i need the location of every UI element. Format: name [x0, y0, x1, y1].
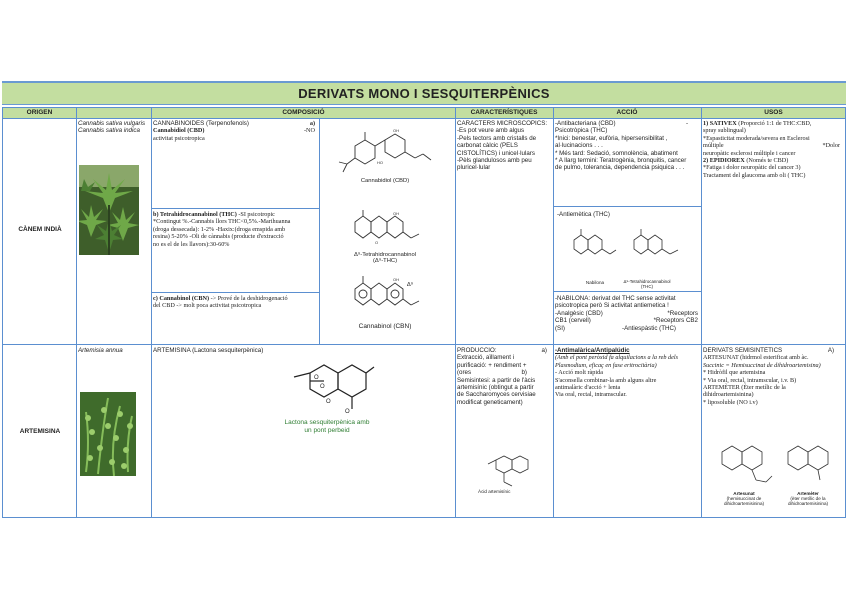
grid-line	[455, 107, 456, 518]
usos-line: * Via oral, rectal, intramscular, i.v. B)	[703, 376, 797, 384]
cbd-name: Cannabidiol (CBD)	[153, 127, 205, 135]
artesunat-caption	[718, 491, 770, 506]
caract-line: a)	[541, 347, 547, 354]
header-origen-2	[77, 108, 152, 118]
caract-line: CARÀCTERS MICROSCÒPICS:	[457, 120, 548, 127]
artemeter-caption	[780, 491, 836, 506]
cbd-activity: activitat psicotropica	[153, 134, 205, 142]
page-title-text: DERIVATS MONO I SESQUITERPÈNICS	[298, 86, 550, 101]
accio-line: S'aconsella combinar-la amb alguns altre	[555, 376, 657, 384]
grid-line	[152, 292, 319, 293]
caract-line: artemisínic (obtingut a partir	[457, 384, 534, 392]
usos-line: DERIVATS SEMISINTÈTICS	[703, 347, 783, 354]
comp-cannabinoides: CANNABINOIDES (Terpenofenols)	[153, 120, 249, 127]
header-accio: ACCIÓ	[553, 108, 701, 118]
grid-line	[151, 107, 152, 518]
artemisinin-caption-2: un pont perbeid	[304, 426, 350, 434]
usos-line: *Espasticitat moderada/severa en Esclerosi	[703, 134, 810, 142]
artesunat-caption-sub: (hemisuccinat de dihidroartemisinina)	[723, 496, 765, 506]
accio-antiemetica: -Antiemètica (THC)	[557, 211, 610, 218]
epidiorex-label: 2) EPIDIOREX	[703, 157, 745, 165]
usos-artemisina	[703, 347, 844, 406]
accio-dash: -	[685, 120, 688, 127]
accio-canem-bottom	[555, 295, 700, 332]
thc-line: no es el de les llavors):30-60%	[153, 240, 230, 248]
origen-canem	[78, 120, 152, 135]
cbn-structure-image	[345, 273, 425, 321]
svg-text:O: O	[314, 375, 319, 381]
usos-line: Tractament del glaucoma amb oli ( THC)	[703, 171, 806, 179]
caract-line: (ores	[457, 369, 472, 377]
caract-line: PRODUCCIÓ:	[457, 347, 497, 354]
usos-line: A)	[827, 347, 834, 354]
svg-text:O: O	[345, 409, 350, 415]
thc-rest: -SI psicotropic	[236, 211, 275, 218]
thc-line: (droga dessecada): 1-2% -Haxix:(droga emspida amb	[153, 225, 286, 233]
origen-line: Cannabis sativa vulgaris	[78, 120, 146, 127]
usos-line: múltiple	[703, 142, 724, 150]
thc-caption-2: (Δ⁹-THC)	[372, 258, 398, 265]
usos-line: * Hidròfil que artemisina	[703, 369, 766, 377]
grid-line	[553, 206, 701, 207]
accio-line: * A llarg termini: Teratrogènia, bronquitis, cancer	[555, 157, 687, 165]
usos-canem	[703, 120, 844, 179]
accio-line: *Inici: benestar, eufòria, hipersensibilitat ,	[555, 134, 668, 142]
comp-letter-a: a)	[309, 120, 315, 127]
cbd-structure-image	[335, 128, 435, 176]
delta-label: Δ⁹	[406, 282, 414, 288]
caract-line: modificat geneticament)	[457, 398, 523, 406]
grid-line	[76, 107, 77, 518]
caract-line: CISTOLÍTICS) i unicel·lulars	[457, 149, 535, 157]
usos-line: dihidroartemisinina)	[703, 391, 754, 399]
thc-caption	[340, 252, 430, 265]
cannabis-plant-image	[79, 165, 139, 255]
header-caracteristiques: CARACTERÍSTIQUES	[455, 108, 553, 118]
thc-title: b) Tetrahidrocannabinol (THC)	[153, 211, 237, 218]
row-label-artemisina: ARTEMISINA	[19, 428, 61, 435]
accio-line: Plasmodium, eficaç en fase eritrocitària)	[555, 361, 657, 369]
grid-line	[2, 118, 846, 119]
accio-line: * Més tard: Sedació, somnolència, abatiment	[555, 149, 678, 157]
usos-line: spray sublingual)	[703, 127, 746, 135]
caract-line: purificació: + rendiment +	[457, 361, 527, 369]
caract-line: Semisintesi: a partir de l'àcis	[457, 376, 536, 384]
cbn-title: c) Cannabinol (CBN)	[153, 295, 210, 302]
artesunat-caption-title: Artesunat	[733, 491, 755, 496]
header-composicio: COMPOSICIÓ	[152, 108, 455, 118]
caract-line: -Pèls glandulosos amb peu	[457, 157, 532, 165]
usos-line: (Només te CBD)	[744, 157, 789, 165]
accio-line: *Receptors	[667, 309, 698, 317]
grid-line	[553, 291, 701, 292]
artemisinin-structure-image	[290, 355, 380, 415]
artesunat-artemeter-structures-image	[710, 438, 840, 492]
thc-line: *Contingut %.-Cannabis llors THC<0,5%.-Marihuanna	[153, 218, 291, 226]
cbn-line: del CBD -> molt poca activitat psicotropica	[153, 302, 262, 310]
page-title	[2, 81, 846, 105]
origen-artemisina: Artemisia annua	[78, 347, 123, 354]
accio-line: - Acció molt ràpida	[555, 369, 603, 377]
nabilona-thc-structures-image	[566, 226, 686, 276]
comp-artemisina: ARTEMISINA (Lactona sesquiterpènica)	[153, 347, 264, 354]
svg-text:OH: OH	[393, 277, 399, 282]
accio-line: Via oral, rectal, intramscular.	[555, 391, 627, 399]
usos-line: ARTESUNAT (hidrmol esterificat amb àc.	[703, 354, 809, 362]
svg-text:O: O	[320, 384, 325, 390]
comp-thc	[153, 211, 318, 248]
usos-line: ARTEMÈTER (Èter metílic de la	[703, 384, 786, 392]
accio-line: (SI)	[555, 324, 565, 332]
accio-line: -Analgèsic (CBD)	[555, 309, 603, 317]
grid-line	[2, 344, 846, 345]
artemisinic-acid-image	[478, 452, 538, 492]
accio-line: antimalàric d'acció + lenta	[555, 384, 621, 392]
origen-line: Cannabis sativa indica	[78, 127, 140, 135]
accio-line: Psicotròpica (THC)	[555, 127, 608, 135]
caract-line: Extracció, aïllament i	[457, 354, 515, 362]
caract-artemisina	[457, 347, 551, 406]
artemisinin-caption	[262, 419, 392, 434]
thc-structure-image	[345, 210, 425, 252]
accio-line: (Amb el pont peròxid fa alquilacions a la reb dels	[555, 354, 678, 362]
thc-caption-1: Δ⁹-Tetrahidrocannabinol	[353, 252, 417, 258]
caract-line: -Es pot veure amb algus	[457, 127, 525, 135]
accio-line: -Antibacteriana (CBD)	[555, 120, 616, 127]
usos-line: Succinic = Hemisuccinat de dihidroartemisina)	[703, 361, 821, 369]
caract-line: carbonat càlcic (PELS	[457, 142, 518, 150]
cbn-caption: Cannabinol (CBN)	[358, 323, 412, 330]
nabilona-caption: Nabilona	[585, 280, 605, 285]
cbn-rest: -> Prové de la deshidrogenació	[209, 295, 288, 302]
cbd-no: -NO	[304, 127, 315, 135]
usos-line: neuropàtic esclerosi múltiple i cancer	[703, 149, 796, 157]
grid-line	[319, 118, 320, 344]
svg-text:OH: OH	[393, 128, 399, 133]
grid-line	[845, 107, 846, 518]
accio-line: -NABILONA: derivat del THC sense activitat	[555, 295, 676, 302]
header-origen: ORIGEN	[2, 108, 77, 118]
grid-line	[152, 208, 319, 209]
accio-artemisina	[555, 347, 700, 399]
accio-canem-top	[555, 120, 700, 172]
artemisia-plant-image	[80, 392, 136, 476]
usos-line: *Dolor	[822, 142, 840, 150]
grid-line	[2, 107, 846, 108]
grid-line	[2, 107, 3, 518]
caract-line: b)	[521, 369, 527, 377]
svg-text:HO: HO	[377, 160, 383, 165]
comp-cbd	[153, 120, 318, 142]
svg-text:O: O	[375, 240, 379, 245]
accio-line: al·lucinacions . . .	[555, 142, 603, 150]
caract-canem	[457, 120, 553, 172]
artemisinin-caption-1: Lactona sesquiterpènica amb	[284, 419, 370, 426]
accio-line: -Antiespàstic (THC)	[622, 324, 676, 332]
svg-text:O: O	[326, 399, 331, 405]
caract-line: de Saccharomyces cervisiae	[457, 391, 536, 399]
cbd-caption: Cannabidiol (CBD)	[360, 178, 410, 184]
comp-cbn	[153, 295, 318, 310]
accio-line: *Receptors CB2	[653, 317, 698, 325]
artemisinic-acid-caption: Àcid artemisínic	[478, 489, 511, 494]
thc-line: resina) 5-20% -Oli de cànnabis (producte d'extracció	[153, 233, 284, 241]
header-usos: USOS	[701, 108, 846, 118]
thc-small-caption: Δ⁹-Tetrahidrocannabinol (THC)	[623, 279, 671, 289]
artemeter-caption-title: Artemèter	[797, 491, 819, 496]
sativex-label: 1) SATIVEX	[703, 120, 737, 127]
accio-line: de pulmo, tolerancia, dependencia psiquica . . .	[555, 164, 685, 172]
usos-line: (Proporció 1:1 de THC:CBD,	[736, 120, 812, 127]
svg-text:OH: OH	[393, 211, 399, 216]
usos-line: * liposoluble (NO i.v)	[703, 398, 758, 406]
artemeter-caption-sub: (èter metílic de la dihidroartemisinina)	[787, 496, 829, 506]
grid-line	[701, 107, 702, 518]
grid-line	[2, 517, 846, 518]
antimalarica-title: -Antimalàrica/Antipalúdic	[555, 347, 630, 354]
grid-line	[553, 107, 554, 518]
accio-line: CB1 (cervell)	[555, 317, 591, 325]
caract-line: pluricel·lular	[457, 164, 491, 172]
usos-line: *Fatiga i dolor neuropàtic del cancer 3)	[703, 164, 801, 172]
row-label-canem: CÀNEM INDIÀ	[18, 226, 62, 233]
accio-line: psicotropica però Si activitat antiemetica !	[555, 302, 669, 310]
caract-line: -Pels tectors amb cristalls de	[457, 134, 537, 142]
